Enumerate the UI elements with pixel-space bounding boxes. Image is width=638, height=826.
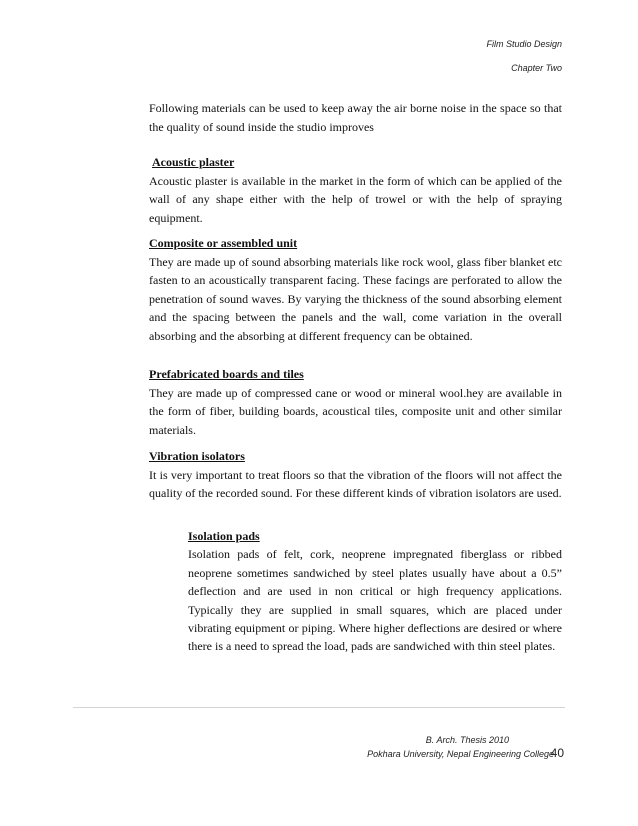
subsection-heading: Isolation pads: [188, 529, 260, 543]
page-number: 40: [550, 746, 564, 760]
header-chapter: Chapter Two: [511, 63, 562, 73]
section-text: Acoustic plaster is available in the market in the form of which can be applied of the wall of any shape either with the help of trowel or with the help of spraying equipment.: [149, 173, 562, 225]
intro-paragraph: Following materials can be used to keep away the air borne noise in the space so that the quality of sound inside the studio improves: [149, 101, 562, 134]
footer-divider: [73, 707, 565, 708]
section-text: It is very important to treat floors so that the vibration of the floors will not affect the quality of the recorded sound. For these different kinds of vibration isolators are used.: [149, 467, 562, 501]
section-acoustic-plaster: [149, 153, 562, 227]
section-heading: Acoustic plaster: [152, 155, 235, 169]
subsection-text: Isolation pads of felt, cork, neoprene impregnated fiberglass or ribbed neoprene sometimes sandwiched by steel plates usually have about a 0.5” deflection and are used in non critical or high frequency applications. Typically they are supplied in small squares, which are placed under vibrating equipment or piping. Where higher deflections are desired or where there is a need to spread the load, pads are sandwiched with thin steel plates.: [188, 547, 562, 654]
section-heading: Prefabricated boards and tiles: [149, 367, 304, 381]
section-text: They are made up of sound absorbing materials like rock wool, glass fiber blanket etc fasten to an acoustically transparent facing. These facings are perforated to allow the penetration of sound waves. By varying the thickness of the sound absorbing element and the spacing between the panels and the wall, come variation in the overall absorbing and the absorbing at different frequency can be obtained.: [149, 254, 562, 343]
section-composite-unit: [149, 234, 562, 346]
section-heading: Vibration isolators: [149, 449, 245, 463]
subsection-isolation-pads: [188, 527, 562, 656]
header-title: Film Studio Design: [486, 39, 562, 49]
footer-thesis: B. Arch. Thesis 2010: [425, 735, 509, 745]
footer-institution: Pokhara University, Nepal Engineering College: [367, 749, 554, 759]
section-text: They are made up of compressed cane or wood or mineral wool.hey are available in the form of fiber, building boards, acoustical tiles, composite unit and other similar materials.: [149, 385, 562, 437]
section-prefabricated-boards: [149, 365, 562, 439]
section-heading: Composite or assembled unit: [149, 236, 298, 250]
section-vibration-isolators: [149, 447, 562, 503]
